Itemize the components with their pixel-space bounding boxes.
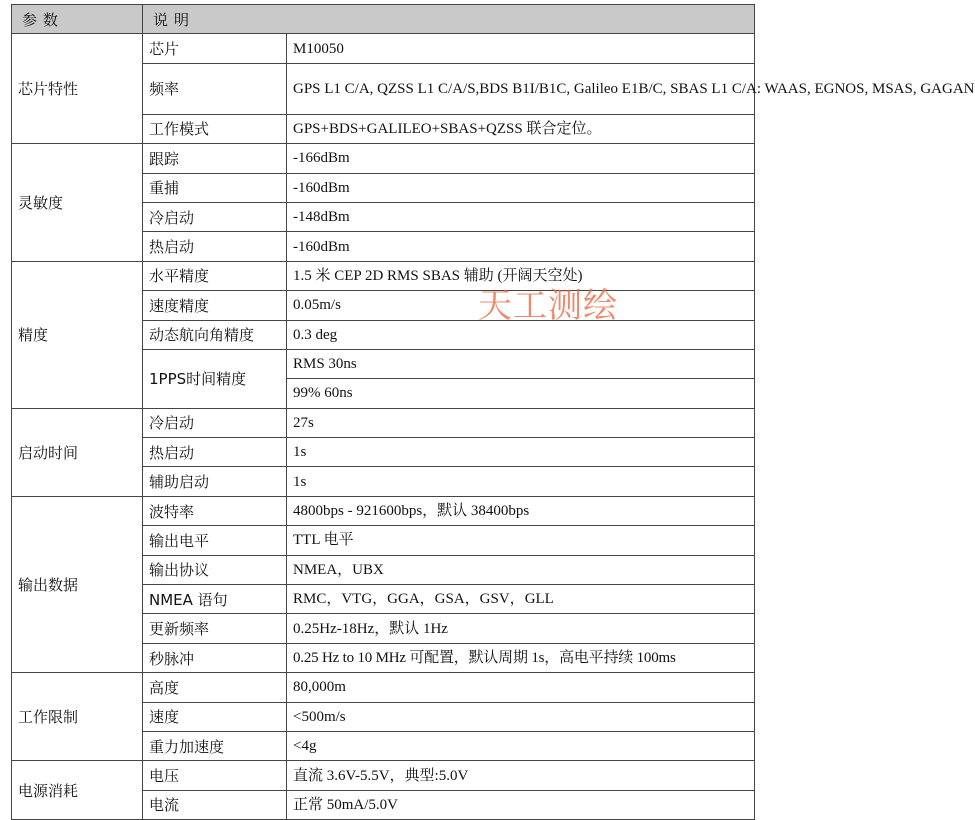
table-row <box>12 673 755 702</box>
param-cell: 高度 <box>143 673 287 702</box>
param-cell: NMEA 语句 <box>143 585 287 614</box>
param-cell: 输出电平 <box>143 526 287 555</box>
group-limits-label: 工作限制 <box>12 673 143 761</box>
param-cell: 芯片 <box>143 34 287 63</box>
value-cell: 1s <box>287 467 755 496</box>
value-cell: 正常 50mA/5.0V <box>287 790 755 819</box>
value-cell: 4800bps - 921600bps，默认 38400bps <box>287 496 755 525</box>
param-cell: 波特率 <box>143 496 287 525</box>
param-cell: 冷启动 <box>143 202 287 231</box>
group-accuracy-label: 精度 <box>12 261 143 408</box>
value-cell: 27s <box>287 408 755 437</box>
param-cell: 电压 <box>143 761 287 790</box>
value-cell: -148dBm <box>287 202 755 231</box>
value-cell: 0.25 Hz to 10 MHz 可配置，默认周期 1s，高电平持续 100ms <box>287 643 755 672</box>
param-cell: 频率 <box>143 63 287 114</box>
value-cell: M10050 <box>287 34 755 63</box>
value-cell: -166dBm <box>287 144 755 173</box>
value-cell: <500m/s <box>287 702 755 731</box>
value-cell: 0.05m/s <box>287 291 755 320</box>
param-cell: 重捕 <box>143 173 287 202</box>
param-cell: 电流 <box>143 790 287 819</box>
param-cell: 热启动 <box>143 438 287 467</box>
table-row <box>12 761 755 790</box>
spec-table <box>11 4 975 820</box>
group-output-label: 输出数据 <box>12 496 143 672</box>
group-power-label: 电源消耗 <box>12 761 143 820</box>
value-cell: TTL 电平 <box>287 526 755 555</box>
param-cell: 速度精度 <box>143 291 287 320</box>
header-param: 参数 <box>12 5 143 34</box>
value-cell: 1.5 米 CEP 2D RMS SBAS 辅助 (开阔天空处) <box>287 261 755 290</box>
value-cell: 99% 60ns <box>287 379 755 408</box>
table-row <box>12 261 755 290</box>
value-cell: RMS 30ns <box>287 349 755 378</box>
value-cell: RMC，VTG，GGA，GSA，GSV，GLL <box>287 585 755 614</box>
param-cell: 跟踪 <box>143 144 287 173</box>
value-cell: -160dBm <box>287 173 755 202</box>
param-cell: 冷启动 <box>143 408 287 437</box>
value-cell: 0.25Hz-18Hz，默认 1Hz <box>287 614 755 643</box>
value-cell: NMEA，UBX <box>287 555 755 584</box>
value-cell: <4g <box>287 731 755 760</box>
header-desc: 说明 <box>143 5 755 34</box>
value-cell: GPS+BDS+GALILEO+SBAS+QZSS 联合定位。 <box>287 114 755 143</box>
param-cell: 输出协议 <box>143 555 287 584</box>
table-row <box>12 496 755 525</box>
param-cell: 速度 <box>143 702 287 731</box>
group-chip-label: 芯片特性 <box>12 34 143 144</box>
group-startup-label: 启动时间 <box>12 408 143 496</box>
param-cell: 更新频率 <box>143 614 287 643</box>
value-cell: GPS L1 C/A, QZSS L1 C/A/S,BDS B1I/B1C, Galileo E1B/C, SBAS L1 C/A: WAAS, EGNOS, MSAS, GAGAN <box>287 63 755 114</box>
param-cell: 辅助启动 <box>143 467 287 496</box>
table-row <box>12 34 755 63</box>
param-cell: 热启动 <box>143 232 287 261</box>
value-cell: 80,000m <box>287 673 755 702</box>
param-cell: 工作模式 <box>143 114 287 143</box>
param-cell: 1PPS时间精度 <box>143 349 287 408</box>
value-cell: 1s <box>287 438 755 467</box>
param-cell: 动态航向角精度 <box>143 320 287 349</box>
param-cell: 重力加速度 <box>143 731 287 760</box>
table-row <box>12 408 755 437</box>
table-row <box>12 144 755 173</box>
param-cell: 水平精度 <box>143 261 287 290</box>
value-cell: 0.3 deg <box>287 320 755 349</box>
value-cell: -160dBm <box>287 232 755 261</box>
watermark-text: 天工测绘 <box>478 286 618 326</box>
header-row <box>12 5 755 34</box>
param-cell: 秒脉冲 <box>143 643 287 672</box>
group-sensitivity-label: 灵敏度 <box>12 144 143 262</box>
value-cell: 直流 3.6V-5.5V，典型:5.0V <box>287 761 755 790</box>
